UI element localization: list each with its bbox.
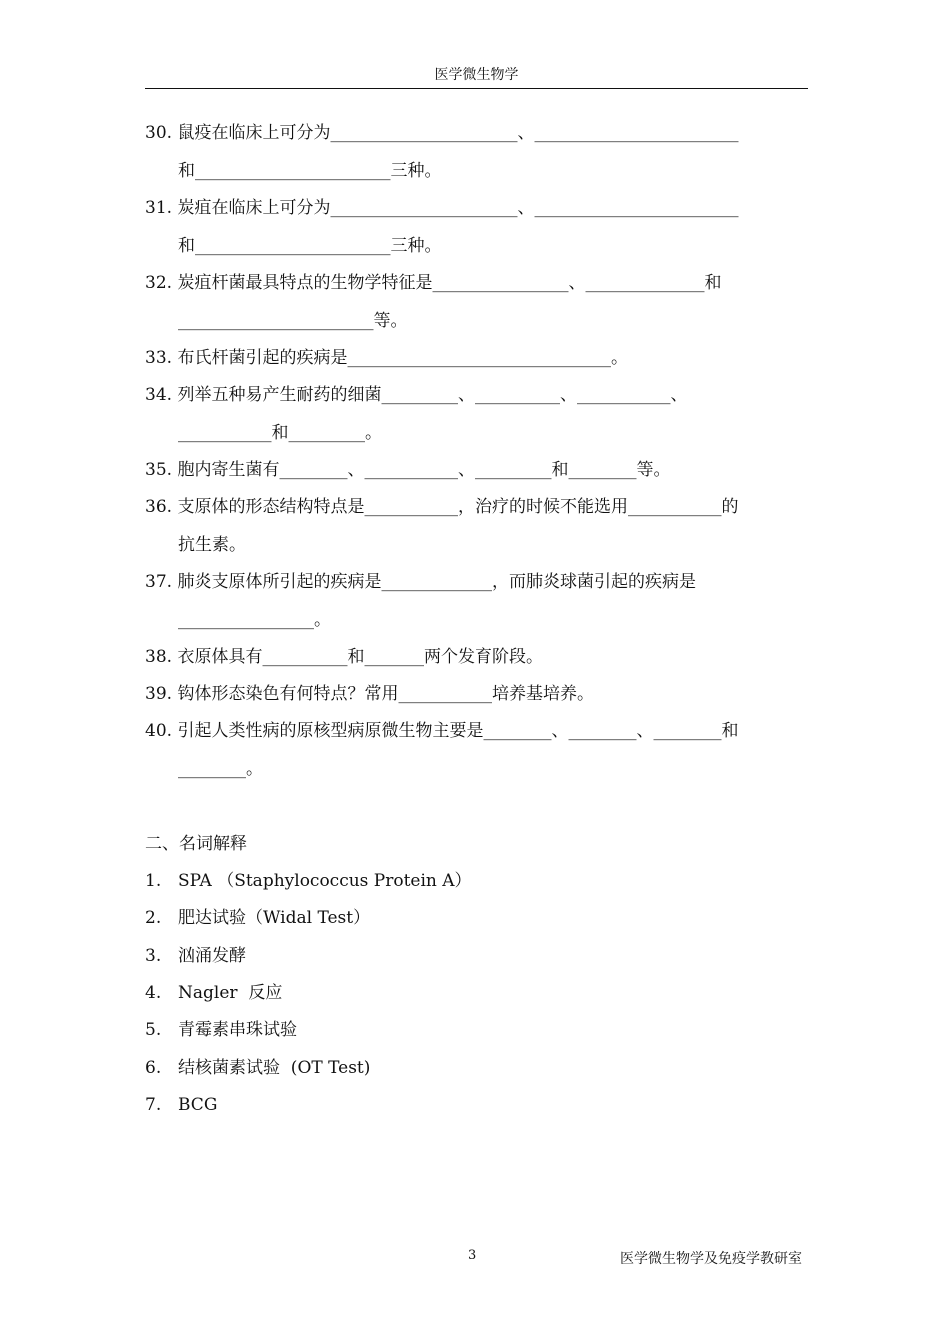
term-item: [145, 1057, 370, 1079]
section-title: 二、名词解释: [145, 834, 247, 854]
question-40-line-2: ________。: [178, 759, 263, 779]
footer-department: 医学微生物学及免疫学教研室: [620, 1251, 802, 1267]
question-34-line-1: 34. 列举五种易产生耐药的细菌_________、__________、___________、: [145, 385, 688, 405]
question-33: 33. 布氏杆菌引起的疾病是_______________________________。: [145, 348, 628, 368]
term-item: [145, 1094, 217, 1116]
question-38: 38. 衣原体具有__________和_______两个发育阶段。: [145, 647, 543, 667]
term-text: SPA （Staphylococcus Protein A）: [178, 871, 472, 891]
question-30-line-2: 和_______________________三种。: [178, 161, 442, 181]
term-item: [145, 907, 370, 929]
term-number: 3.: [145, 946, 162, 966]
term-text: 结核菌素试验 (OT Test): [178, 1058, 371, 1078]
term-item: [145, 945, 246, 967]
question-31-line-2: 和_______________________三种。: [178, 236, 442, 256]
term-item: [145, 982, 282, 1004]
question-32-line-1: 32. 炭疽杆菌最具特点的生物学特征是________________、______________和: [145, 273, 722, 293]
term-number: 6.: [145, 1058, 162, 1078]
term-number: 4.: [145, 983, 162, 1003]
term-item: [145, 870, 472, 892]
question-39: 39. 钩体形态染色有何特点？常用___________培养基培养。: [145, 684, 594, 704]
page-number: 3: [468, 1248, 477, 1263]
question-40-line-1: 40. 引起人类性病的原核型病原微生物主要是________、________、________和: [145, 721, 739, 741]
term-text: 汹涌发酵: [178, 946, 246, 966]
question-31-line-1: 31. 炭疽在临床上可分为______________________、________________________: [145, 198, 739, 218]
term-number: 7.: [145, 1095, 162, 1115]
term-text: Nagler 反应: [178, 983, 283, 1003]
question-37-line-1: 37. 肺炎支原体所引起的疾病是_____________，而肺炎球菌引起的疾病是: [145, 572, 696, 592]
question-37-line-2: ________________。: [178, 610, 331, 630]
term-text: 青霉素串珠试验: [178, 1020, 297, 1040]
question-36-line-1: 36. 支原体的形态结构特点是___________，治疗的时候不能选用___________的: [145, 497, 739, 517]
page-header-title: 医学微生物学: [434, 67, 519, 83]
question-35: 35. 胞内寄生菌有________、___________、_________和________等。: [145, 460, 671, 480]
term-number: 5.: [145, 1020, 162, 1040]
question-32-line-2: _______________________等。: [178, 311, 408, 331]
question-36-line-2: 抗生素。: [178, 535, 246, 555]
term-number: 2.: [145, 908, 162, 928]
header-divider: [145, 88, 808, 89]
term-number: 1.: [145, 871, 162, 891]
question-34-line-2: ___________和_________。: [178, 423, 382, 443]
term-text: BCG: [178, 1095, 218, 1115]
question-30-line-1: 30. 鼠疫在临床上可分为______________________、________________________: [145, 123, 739, 143]
term-item: [145, 1019, 297, 1041]
term-text: 肥达试验（Widal Test）: [178, 908, 371, 928]
